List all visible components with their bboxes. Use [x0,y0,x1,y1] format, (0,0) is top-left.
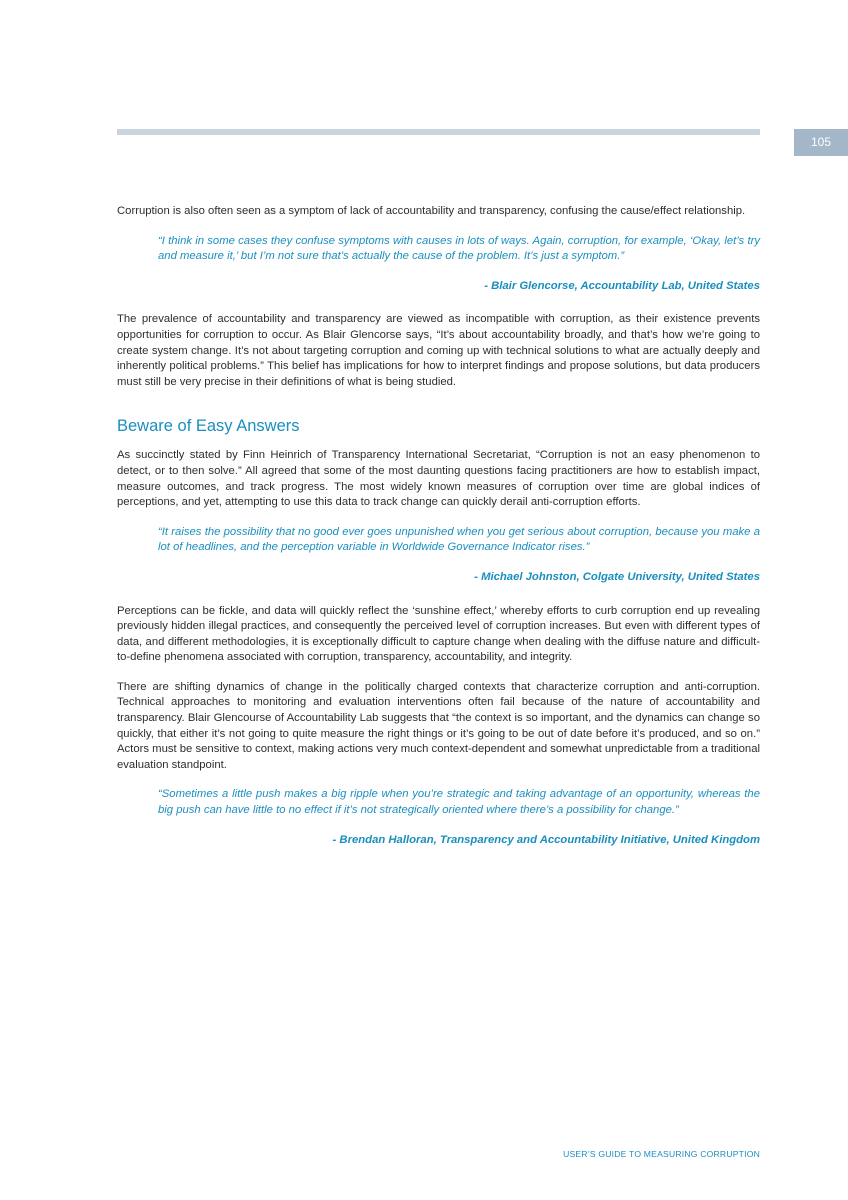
main-content [117,204,760,866]
body-paragraph: As succinctly stated by Finn Heinrich of Transparency International Secretariat, “Corruption is not an easy phenomenon to detect, or to then solve.” All agreed that some of the most daunting questions facing practitioners are how to establish impact, measure outcomes, and track progress. The most widely known measures of corruption over time are global indices of perceptions, and yet, attempting to use this data to track change can quickly derail anti-corruption efforts. [117,449,760,509]
pull-quote: “I think in some cases they confuse symptoms with causes in lots of ways. Again, corruption, for example, ‘Okay, let’s try and measure it,’ but I’m not sure that’s actually the cause of the problem. It’s just a symptom.” [158,234,760,263]
page-number: 105 [794,129,848,156]
header-rule [117,129,760,135]
quote-attribution: - Michael Johnston, Colgate University, United States [474,570,760,583]
body-paragraph: The prevalence of accountability and transparency are viewed as incompatible with corruption, as their existence prevents opportunities for corruption to occur. As Blair Glencorse says, “It’s about accountability broadly, and that’s how we’re going to create system change. It’s not about targeting corruption and coming up with technical solutions to what are actually deeply and inherently political problems.” This belief has implications for how to interpret findings and propose solutions, but data producers must still be very precise in their definitions of what is being studied. [117,313,760,388]
quote-attribution: - Blair Glencorse, Accountability Lab, United States [484,279,760,292]
body-paragraph: Corruption is also often seen as a symptom of lack of accountability and transparency, confusing the cause/effect relationship. [117,205,746,217]
running-footer: USER’S GUIDE TO MEASURING CORRUPTION [563,1149,760,1159]
pull-quote: “Sometimes a little push makes a big ripple when you’re strategic and taking advantage of an opportunity, whereas the big push can have little to no effect if it’s not strategically oriented where there’s a possibility for change.” [158,788,760,817]
body-paragraph: Perceptions can be fickle, and data will quickly reflect the ‘sunshine effect,’ whereby efforts to curb corruption end up revealing previously hidden illegal practices, and consequently the perceived level of corruption increases. But even with different types of data, and different methodologies, it is exceptionally difficult to capture change when dealing with the diffuse nature and difficult-to-define phenomena associated with corruption, transparency, accountability, and integrity. [117,604,760,664]
body-paragraph: There are shifting dynamics of change in the politically charged contexts that characterize corruption and anti-corruption. Technical approaches to monitoring and evaluation interventions often fail because of the nature of accountability and transparency. Blair Glencourse of Accountability Lab suggests that “the context is so important, and the dynamics can change so quickly, that either it’s not going to quite measure the right things or it’s going to be out of date before it’s produced, and so on.” Actors must be sensitive to context, making actions very much context-dependent and somewhat unpredictable from a traditional evaluation standpoint. [117,680,761,771]
section-heading: Beware of Easy Answers [117,417,300,436]
quote-attribution: - Brendan Halloran, Transparency and Accountability Initiative, United Kingdom [332,833,760,846]
pull-quote: “It raises the possibility that no good ever goes unpunished when you get serious about corruption, because you make a lot of headlines, and the perception variable in Worldwide Governance Indicator rises.” [158,525,760,554]
